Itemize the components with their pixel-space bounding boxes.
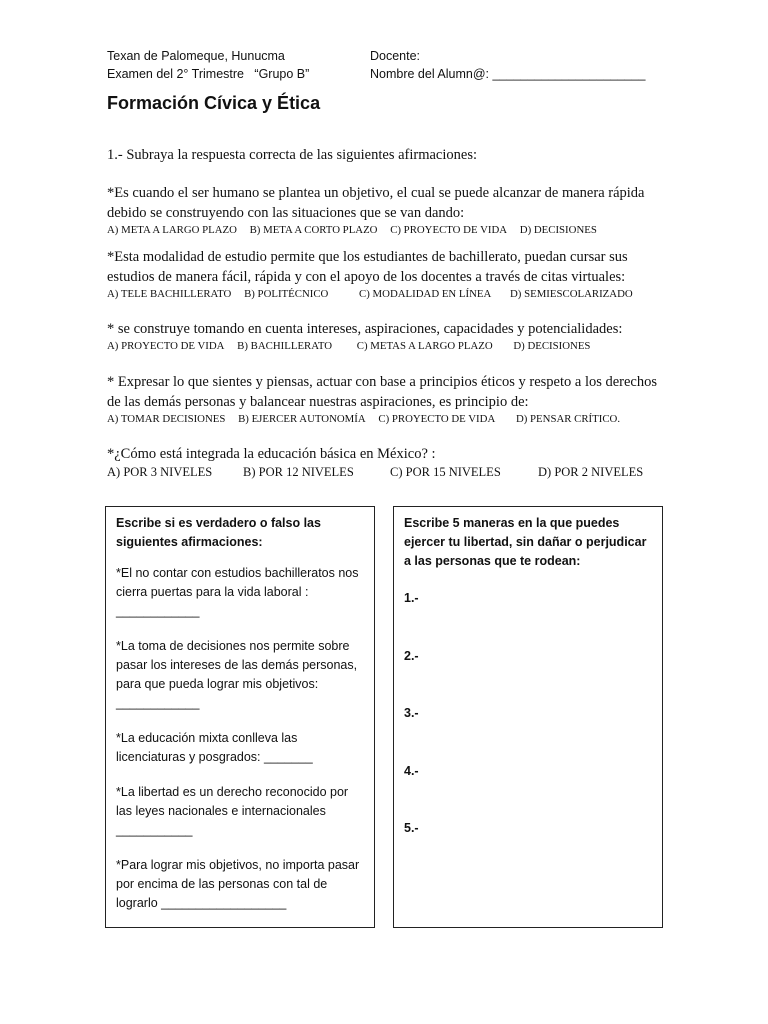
question-options xyxy=(107,412,667,426)
option-a[interactable]: A) TELE BACHILLERATO xyxy=(107,288,232,300)
freedom-item-5: 5.- xyxy=(404,821,419,835)
true-false-item: *La toma de decisiones nos permite sobre pasar los intereses de las demás personas, para que pueda lograr mis objetivos: ____________ xyxy=(116,639,358,710)
option-a[interactable]: A) META A LARGO PLAZO xyxy=(107,224,237,236)
instruction: 1.- Subraya la respuesta correcta de las siguientes afirmaciones: xyxy=(107,147,478,163)
question-4 xyxy=(107,372,667,426)
question-text: * Expresar lo que sientes y piensas, actuar con base a principios éticos y respeto a los derechos de las demás personas y balancear nuestras aspiraciones, es principio de: xyxy=(107,374,658,410)
teacher-label: Docente: xyxy=(370,49,421,63)
freedom-item-1: 1.- xyxy=(404,591,419,605)
option-c[interactable]: C) PROYECTO DE VIDA xyxy=(378,413,496,425)
option-d[interactable]: D) PENSAR CRÍTICO. xyxy=(515,413,621,425)
question-options xyxy=(107,287,667,301)
option-c[interactable]: C) MODALIDAD EN LÍNEA xyxy=(359,288,492,300)
freedom-item-3: 3.- xyxy=(404,706,419,720)
true-false-title: Escribe si es verdadero o falso las siguientes afirmaciones: xyxy=(116,516,321,549)
option-b[interactable]: B) POR 12 NIVELES xyxy=(243,465,354,479)
header-right xyxy=(370,47,645,83)
question-options xyxy=(107,339,667,353)
true-false-item: *Para lograr mis objetivos, no importa pasar por encima de las personas con tal de lograrlo __________________ xyxy=(116,858,360,910)
student-name-line: Nombre del Alumn@: ______________________ xyxy=(370,67,646,81)
option-d[interactable]: D) POR 2 NIVELES xyxy=(538,465,644,479)
freedom-box xyxy=(393,506,663,928)
question-2 xyxy=(107,247,667,301)
option-c[interactable]: C) METAS A LARGO PLAZO xyxy=(356,340,493,352)
option-b[interactable]: B) BACHILLERATO xyxy=(237,340,333,352)
option-a[interactable]: A) TOMAR DECISIONES xyxy=(107,413,226,425)
question-text: *¿Cómo está integrada la educación básica en México? : xyxy=(107,446,436,462)
option-d[interactable]: D) DECISIONES xyxy=(519,224,597,236)
page-title: Formación Cívica y Ética xyxy=(107,93,321,113)
option-b[interactable]: B) EJERCER AUTONOMÍA xyxy=(238,413,366,425)
question-text: *Es cuando el ser humano se plantea un objetivo, el cual se puede alcanzar de manera rápida debido se construyendo con las situaciones que se van dando: xyxy=(107,185,645,221)
true-false-item: *La libertad es un derecho reconocido por las leyes nacionales e internacionales ___________ xyxy=(116,785,349,837)
question-options xyxy=(107,464,667,480)
option-a[interactable]: A) PROYECTO DE VIDA xyxy=(107,340,225,352)
freedom-title: Escribe 5 maneras en la que puedes ejercer tu libertad, sin dañar o perjudicar a las personas que te rodean: xyxy=(404,516,647,568)
question-3 xyxy=(107,319,667,353)
freedom-item-4: 4.- xyxy=(404,764,419,778)
true-false-item: *El no contar con estudios bachilleratos nos cierra puertas para la vida laboral : ____________ xyxy=(116,566,359,618)
option-b[interactable]: B) POLITÉCNICO xyxy=(244,288,329,300)
option-c[interactable]: C) PROYECTO DE VIDA xyxy=(390,224,508,236)
option-d[interactable]: D) DECISIONES xyxy=(513,340,591,352)
question-1 xyxy=(107,183,667,237)
school-name: Texan de Palomeque, Hunucma xyxy=(107,49,285,63)
question-options xyxy=(107,223,667,237)
freedom-item-2: 2.- xyxy=(404,649,419,663)
option-b[interactable]: B) META A CORTO PLAZO xyxy=(249,224,378,236)
true-false-item: *La educación mixta conlleva las licenciaturas y posgrados: _______ xyxy=(116,731,313,764)
option-d[interactable]: D) SEMIESCOLARIZADO xyxy=(510,288,633,300)
question-text: * se construye tomando en cuenta intereses, aspiraciones, capacidades y potencialidades: xyxy=(107,321,623,337)
header-left xyxy=(107,47,309,83)
question-text: *Esta modalidad de estudio permite que los estudiantes de bachillerato, puedan cursar sus estudios de manera fácil, rápida y con el apoyo de los docentes a través de citas virtuales: xyxy=(107,249,628,285)
true-false-box xyxy=(105,506,375,928)
question-5 xyxy=(107,444,667,480)
option-c[interactable]: C) POR 15 NIVELES xyxy=(390,465,501,479)
option-a[interactable]: A) POR 3 NIVELES xyxy=(107,465,213,479)
exam-name: Examen del 2° Trimestre “Grupo B” xyxy=(107,67,310,81)
